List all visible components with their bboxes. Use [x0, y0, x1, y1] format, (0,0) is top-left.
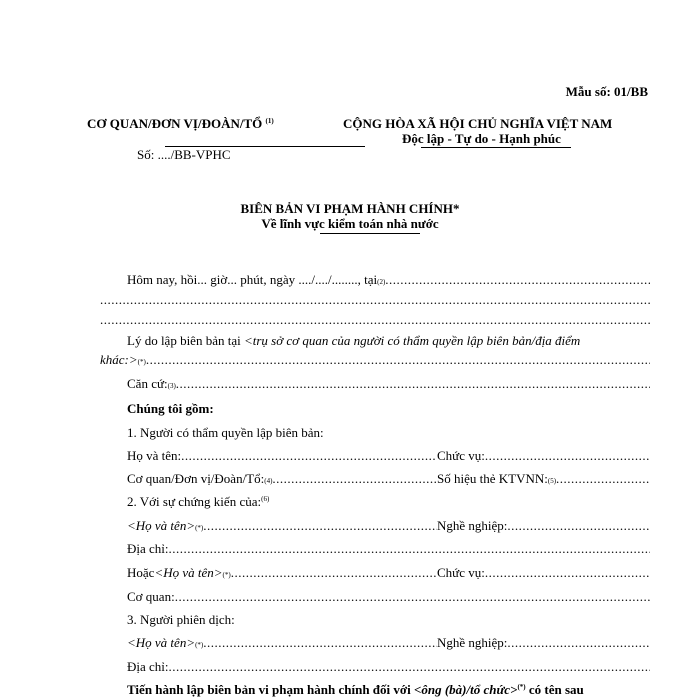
country-name: CỘNG HÒA XÃ HỘI CHỦ NGHĨA VIỆT NAM — [343, 116, 613, 131]
agency-name: CƠ QUAN/ĐƠN VỊ/ĐOÀN/TỔ — [87, 116, 263, 131]
national-motto: Độc lập - Tự do - Hạnh phúc — [402, 131, 561, 146]
reason-label: Lý do lập biên bản tại — [127, 333, 244, 348]
members-heading: Chúng tôi gồm: — [127, 401, 214, 416]
officer-name-row — [127, 448, 650, 464]
position-label-2: Chức vụ: — [437, 565, 485, 580]
witness-name-row: <Họ và tên> (*) ..... Nghề nghiệp: ..... — [127, 518, 650, 534]
today-continuation-2 — [100, 312, 650, 328]
today-dots — [385, 272, 650, 288]
conduct-line: Tiến hành lập biên bản vi phạm hành chính đối với <ông (bà)/tổ chức>(*) có tên sau — [127, 682, 584, 697]
section-1-heading: 1. Người có thẩm quyền lập biên bản: — [127, 425, 324, 440]
interpreter-address-row — [127, 659, 650, 675]
occupation-label-2: Nghề nghiệp: — [437, 635, 508, 650]
agency-field-label: Cơ quan/Đơn vị/Đoàn/Tổ: — [127, 471, 265, 486]
form-code: Mẫu số: 01/BB — [565, 84, 648, 99]
today-label: Hôm nay, hồi... giờ... phút, ngày ..../..../........, tại — [127, 272, 378, 287]
reason-placeholder: <trụ sở cơ quan của người có thẩm quyền lập biên bản/địa điểm — [243, 333, 581, 348]
reason-line — [127, 333, 580, 349]
subtitle-underline — [320, 233, 420, 234]
today-continuation-1 — [100, 292, 650, 308]
card-number-label: Số hiệu thẻ KTVNN: — [437, 471, 548, 486]
officer-agency-row: Cơ quan/Đơn vị/Đoàn/Tổ: (4) ..... Số hiệu thẻ KTVNN: (5) ..... — [127, 471, 650, 487]
agency-heading — [87, 116, 274, 132]
interpreter-name-row: <Họ và tên> (*) ..... Nghề nghiệp: ..... — [127, 635, 650, 651]
interpreter-name-label: <Họ và tên> — [127, 635, 196, 650]
reason-line-2: khác:> (*) ..... — [100, 352, 650, 368]
reason-placeholder-end: khác:> — [100, 352, 138, 367]
address-label: Địa chỉ: — [127, 541, 169, 556]
document-number: Số: ..../BB-VPHC — [137, 147, 231, 162]
section-2-heading: 2. Với sự chứng kiến của:$^{(6)}$ — [127, 494, 270, 509]
witness-alt-row: Hoặc <Họ và tên> (*) ..... Chức vụ: ..... — [127, 565, 650, 581]
agency-short-label: Cơ quan: — [127, 589, 175, 604]
or-label: Hoặc — [127, 565, 155, 580]
section-3-heading: 3. Người phiên dịch: — [127, 612, 235, 627]
occupation-label: Nghề nghiệp: — [437, 518, 508, 533]
basis-line: Căn cứ: (3) ..... — [127, 376, 650, 392]
address-label-2: Địa chỉ: — [127, 659, 169, 674]
witness-name-label: <Họ và tên> — [127, 518, 196, 533]
full-name-label: Họ và tên: — [127, 448, 182, 463]
document-subtitle: Về lĩnh vực kiểm toán nhà nước — [261, 216, 439, 231]
witness-address-row — [127, 541, 650, 557]
motto-underline — [421, 147, 571, 148]
witness-agency-row — [127, 589, 650, 605]
document-title: BIÊN BẢN VI PHẠM HÀNH CHÍNH* — [240, 201, 460, 216]
basis-label: Căn cứ: — [127, 376, 168, 391]
agency-note: (1) — [265, 117, 274, 125]
position-label: Chức vụ: — [437, 448, 485, 463]
today-line: Hôm nay, hồi... giờ... phút, ngày ..../..../........, tại (2) ..... — [127, 272, 650, 288]
